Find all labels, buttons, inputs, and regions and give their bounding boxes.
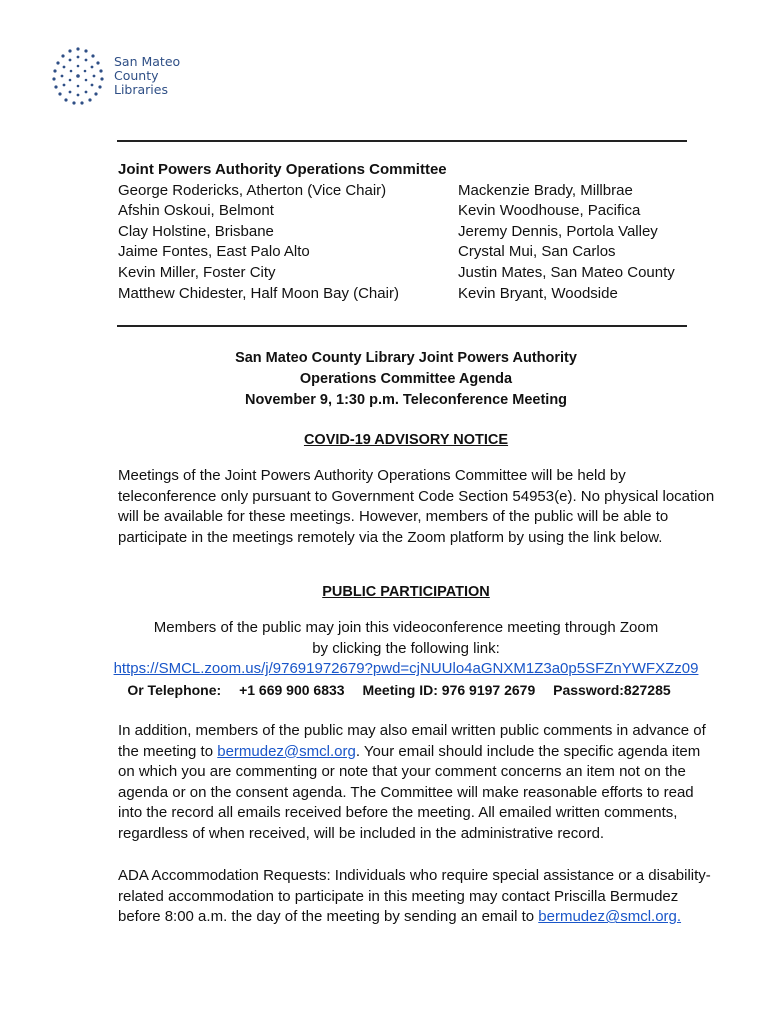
ada-email-link[interactable]: bermudez@smcl.org. <box>538 908 682 926</box>
comments-text-start: In addition, members of the public may also email written public comments in advance of the meeting to <box>118 722 706 760</box>
advisory-title: COVID-19 ADVISORY NOTICE <box>303 432 509 448</box>
library-logo <box>48 44 188 108</box>
meeting-password: Password:827285 <box>553 681 671 698</box>
member-item: Clay Holstine, Brisbane <box>118 222 274 240</box>
logo-line-1: San Mateo <box>114 54 181 69</box>
ada-paragraph <box>118 866 718 928</box>
phone-label: Or Telephone: <box>127 681 222 698</box>
committee-heading: Joint Powers Authority Operations Committee <box>118 161 447 178</box>
library-dots-logo-icon <box>48 44 108 108</box>
agenda-title-line-2: Operations Committee Agenda <box>299 371 513 387</box>
members-left-column <box>118 181 458 305</box>
members-right-column <box>458 181 698 305</box>
agenda-title <box>117 348 695 411</box>
logo-line-2: County <box>114 68 159 83</box>
participation-title: PUBLIC PARTICIPATION <box>322 584 490 600</box>
ada-text: ADA Accommodation Requests: Individuals who require special assistance or a disability-related accommodation to participate in this meeting may contact Priscilla Bermudez before 8:00 a.m. the day of the meeting by sending an email to <box>118 867 711 926</box>
member-item: Jeremy Dennis, Portola Valley <box>458 222 658 240</box>
meeting-id: Meeting ID: 976 9197 2679 <box>362 681 536 698</box>
zoom-link[interactable]: https://SMCL.zoom.us/j/97691972679?pwd=cjNUUlo4aGNXM1Z3a0p5SFZnYWFXZz09 <box>113 660 699 678</box>
bottom-divider <box>117 325 687 327</box>
participation-line-2: by clicking the following link: <box>312 639 500 657</box>
member-item: Mackenzie Brady, Millbrae <box>458 181 633 199</box>
agenda-title-line-3: November 9, 1:30 p.m. Teleconference Meeting <box>244 392 568 408</box>
library-logo-text <box>114 55 180 97</box>
member-item: Afshin Oskoui, Belmont <box>118 202 274 220</box>
member-item: George Rodericks, Atherton (Vice Chair) <box>118 181 387 199</box>
committee-roster <box>118 160 698 304</box>
member-item: Matthew Chidester, Half Moon Bay (Chair) <box>118 284 399 302</box>
member-item: Kevin Woodhouse, Pacifica <box>458 202 641 220</box>
phone-line <box>100 680 712 701</box>
member-item: Jaime Fontes, East Palo Alto <box>118 243 310 261</box>
member-item: Crystal Mui, San Carlos <box>458 243 616 261</box>
comments-paragraph <box>118 721 718 845</box>
participation-block <box>100 618 712 700</box>
member-item: Kevin Miller, Foster City <box>118 263 276 281</box>
logo-line-3: Libraries <box>114 82 168 97</box>
participation-line-1: Members of the public may join this videoconference meeting through Zoom <box>153 619 659 636</box>
phone-number: +1 669 900 6833 <box>239 681 345 698</box>
advisory-body: Meetings of the Joint Powers Authority Operations Committee will be held by teleconference only pursuant to Government Code Section 54953(e). No physical location will be available for these meetings. However, members of the public will be able to participate in the meetings remotely via the Zoom platform by using the link below. <box>118 467 715 546</box>
comments-text-end: . Your email should include the specific agenda item on which you are commenting or note that your comment concerns an item not on the agenda or on the consent agenda. The Committee will make reasonable efforts to read into the record all emails received before the meeting. All emailed written comments, regardless of when received, will be included in the administrative record. <box>118 742 701 842</box>
comments-email-link[interactable]: bermudez@smcl.org <box>217 742 356 760</box>
top-divider <box>117 140 687 142</box>
member-item: Justin Mates, San Mateo County <box>458 263 675 281</box>
agenda-title-line-1: San Mateo County Library Joint Powers Authority <box>235 350 577 366</box>
member-item: Kevin Bryant, Woodside <box>458 284 618 302</box>
